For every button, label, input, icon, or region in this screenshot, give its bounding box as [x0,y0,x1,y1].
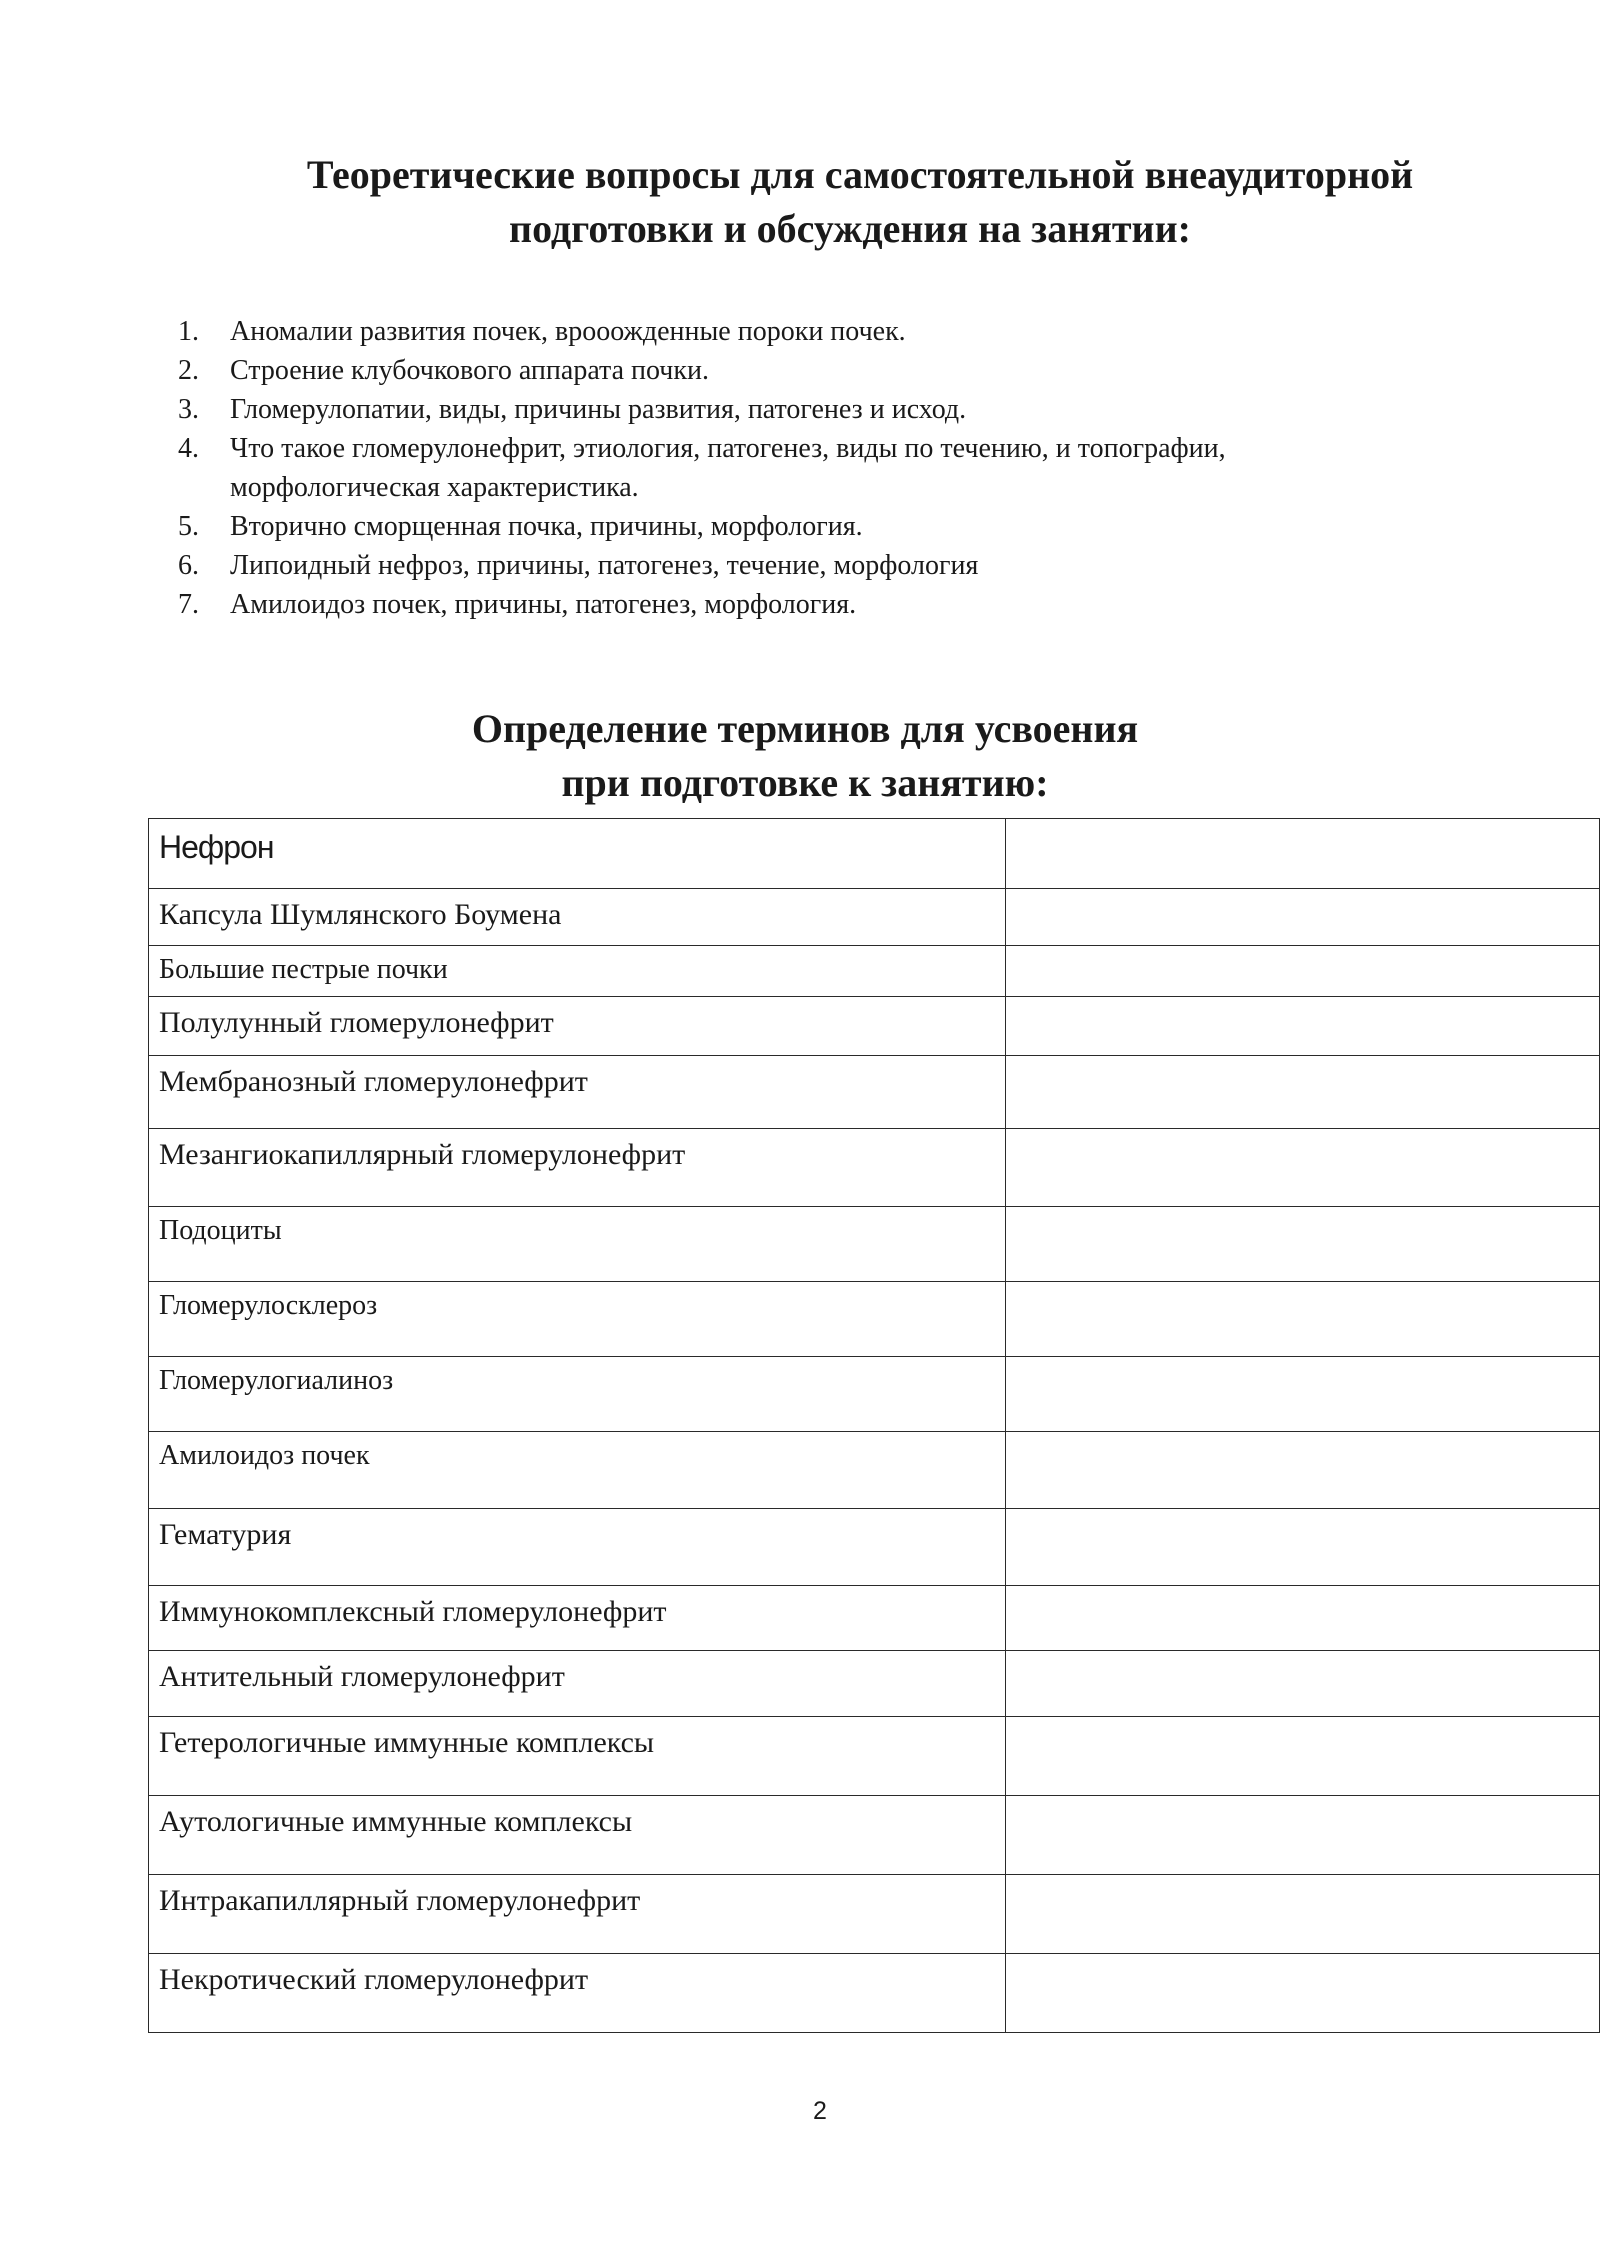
terms-table [148,818,1600,2033]
term-cell: Мезангиокапиллярный гломерулонефрит [149,1129,1006,1207]
table-row [149,1586,1600,1651]
term-cell: Амилоидоз почек [149,1432,1006,1509]
list-item-text: Строение клубочкового аппарата почки. [230,355,709,386]
definition-cell[interactable] [1006,1056,1600,1129]
table-row [149,1796,1600,1875]
table-row [149,1129,1600,1207]
table-row [149,1651,1600,1717]
list-item-text: Амилоидоз почек, причины, патогенез, морфология. [230,589,857,620]
definition-cell[interactable] [1006,1875,1600,1954]
list-item [178,351,1338,390]
list-item-number: 5. [178,511,199,542]
list-item [178,429,1338,507]
list-item [178,585,1338,624]
definition-cell[interactable] [1006,1207,1600,1282]
table-row [149,1954,1600,2033]
definition-cell[interactable] [1006,819,1600,889]
table-row [149,1875,1600,1954]
term-cell: Гетерологичные иммунные комплексы [149,1717,1006,1796]
definition-cell[interactable] [1006,889,1600,946]
definition-cell[interactable] [1006,1282,1600,1357]
list-item [178,390,1338,429]
terms-heading-line-2: при подготовке к занятию: [561,760,1049,805]
table-row [149,946,1600,997]
definition-cell[interactable] [1006,1432,1600,1509]
term-cell: Антительный гломерулонефрит [149,1651,1006,1717]
table-row [149,889,1600,946]
term-cell: Интракапиллярный гломерулонефрит [149,1875,1006,1954]
questions-list [178,312,1338,624]
list-item-number: 2. [178,355,199,386]
definition-cell[interactable] [1006,1357,1600,1432]
definition-cell[interactable] [1006,1954,1600,2033]
definition-cell[interactable] [1006,1651,1600,1717]
list-item [178,507,1338,546]
term-cell: Большие пестрые почки [149,946,1006,997]
list-item-number: 1. [178,316,199,347]
list-item-text: Аномалии развития почек, врооожденные пороки почек. [230,316,906,347]
list-item [178,312,1338,351]
table-row [149,997,1600,1056]
table-row [149,1357,1600,1432]
list-item-text: Гломерулопатии, виды, причины развития, патогенез и исход. [230,394,967,425]
term-cell: Капсула Шумлянского Боумена [149,889,1006,946]
term-cell: Нефрон [149,819,1006,889]
definition-cell[interactable] [1006,1796,1600,1875]
definition-cell[interactable] [1006,1129,1600,1207]
term-cell: Аутологичные иммунные комплексы [149,1796,1006,1875]
definition-cell[interactable] [1006,997,1600,1056]
term-cell: Гломерулосклероз [149,1282,1006,1357]
term-cell: Мембранозный гломерулонефрит [149,1056,1006,1129]
questions-heading-line-2: подготовки и обсуждения на занятии: [509,206,1191,251]
list-item-number: 6. [178,550,199,581]
table-row [149,1717,1600,1796]
table-row [149,1207,1600,1282]
table-row [149,1282,1600,1357]
terms-heading [0,702,1600,810]
questions-heading-line-1: Теоретические вопросы для самостоятельной внеаудиторной [306,152,1414,197]
list-item-number: 3. [178,394,199,425]
table-row [149,1056,1600,1129]
page-number: 2 [813,2097,827,2125]
list-item-text: Липоидный нефроз, причины, патогенез, течение, морфология [230,550,979,581]
list-item-number: 4. [178,433,199,464]
table-row [149,1509,1600,1586]
term-cell: Полулунный гломерулонефрит [149,997,1006,1056]
term-cell: Подоциты [149,1207,1006,1282]
definition-cell[interactable] [1006,1586,1600,1651]
list-item-number: 7. [178,589,199,620]
list-item-text: Что такое гломерулонефрит, этиология, патогенез, виды по течению, и топографии, морфологическая характеристика. [230,433,1226,503]
term-cell: Иммунокомплексный гломерулонефрит [149,1586,1006,1651]
term-cell: Гематурия [149,1509,1006,1586]
terms-heading-line-1: Определение терминов для усвоения [471,706,1139,751]
table-row [149,819,1600,889]
questions-heading [0,148,1600,256]
table-row [149,1432,1600,1509]
term-cell: Некротический гломерулонефрит [149,1954,1006,2033]
term-cell: Гломерулогиалиноз [149,1357,1006,1432]
definition-cell[interactable] [1006,946,1600,997]
definition-cell[interactable] [1006,1509,1600,1586]
definition-cell[interactable] [1006,1717,1600,1796]
list-item-text: Вторично сморщенная почка, причины, морфология. [230,511,863,542]
list-item [178,546,1338,585]
